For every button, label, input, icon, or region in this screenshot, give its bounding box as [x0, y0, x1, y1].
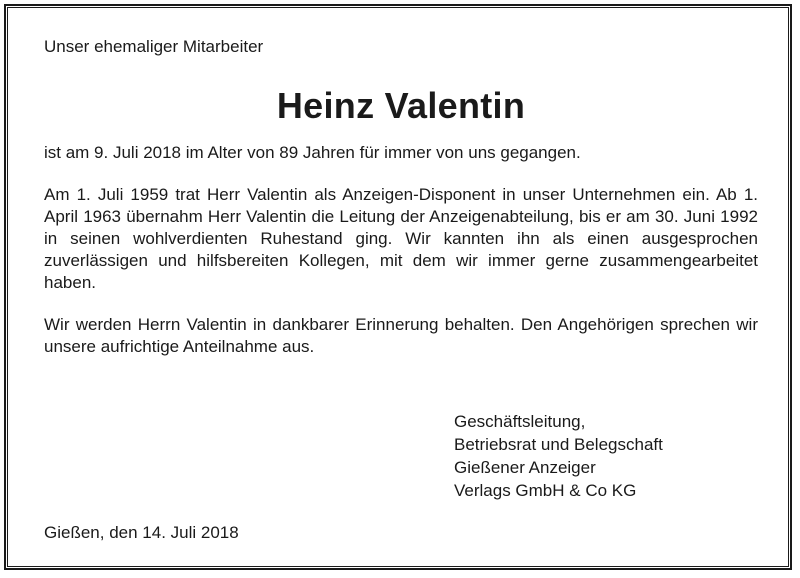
signature-line: Geschäftsleitung,: [454, 412, 586, 431]
place-date: Gießen, den 14. Juli 2018: [44, 523, 239, 542]
signature-line: Verlags GmbH & Co KG: [454, 481, 637, 500]
signature-line: Gießener Anzeiger: [454, 458, 596, 477]
signature-block: [454, 410, 663, 502]
death-statement: ist am 9. Juli 2018 im Alter von 89 Jahren für immer von uns gegangen.: [44, 143, 581, 162]
intro-line: Unser ehemaliger Mitarbeiter: [44, 37, 264, 56]
career-paragraph: Am 1. Juli 1959 trat Herr Valentin als Anzeigen-Disponent in unser Unternehmen ein. Ab 1. April 1963 übernahm Herr Valentin die Leitung der Anzeigenabteilung, bis er am 30. Juni 1992 in seinen wohlverdienten Ruhestand ging. Wir kannten ihn als einen ausgesprochen zuverlässigen und hilfsbereiten Kollegen, mit dem wir immer gerne zusammengearbeitet haben.: [44, 185, 758, 292]
obituary-body: [44, 28, 758, 358]
deceased-name: Heinz Valentin: [276, 85, 526, 126]
signature-line: Betriebsrat und Belegschaft: [454, 435, 663, 454]
condolence-paragraph: Wir werden Herrn Valentin in dankbarer Erinnerung behalten. Den Angehörigen sprechen wir unsere aufrichtige Anteilnahme aus.: [44, 315, 758, 356]
